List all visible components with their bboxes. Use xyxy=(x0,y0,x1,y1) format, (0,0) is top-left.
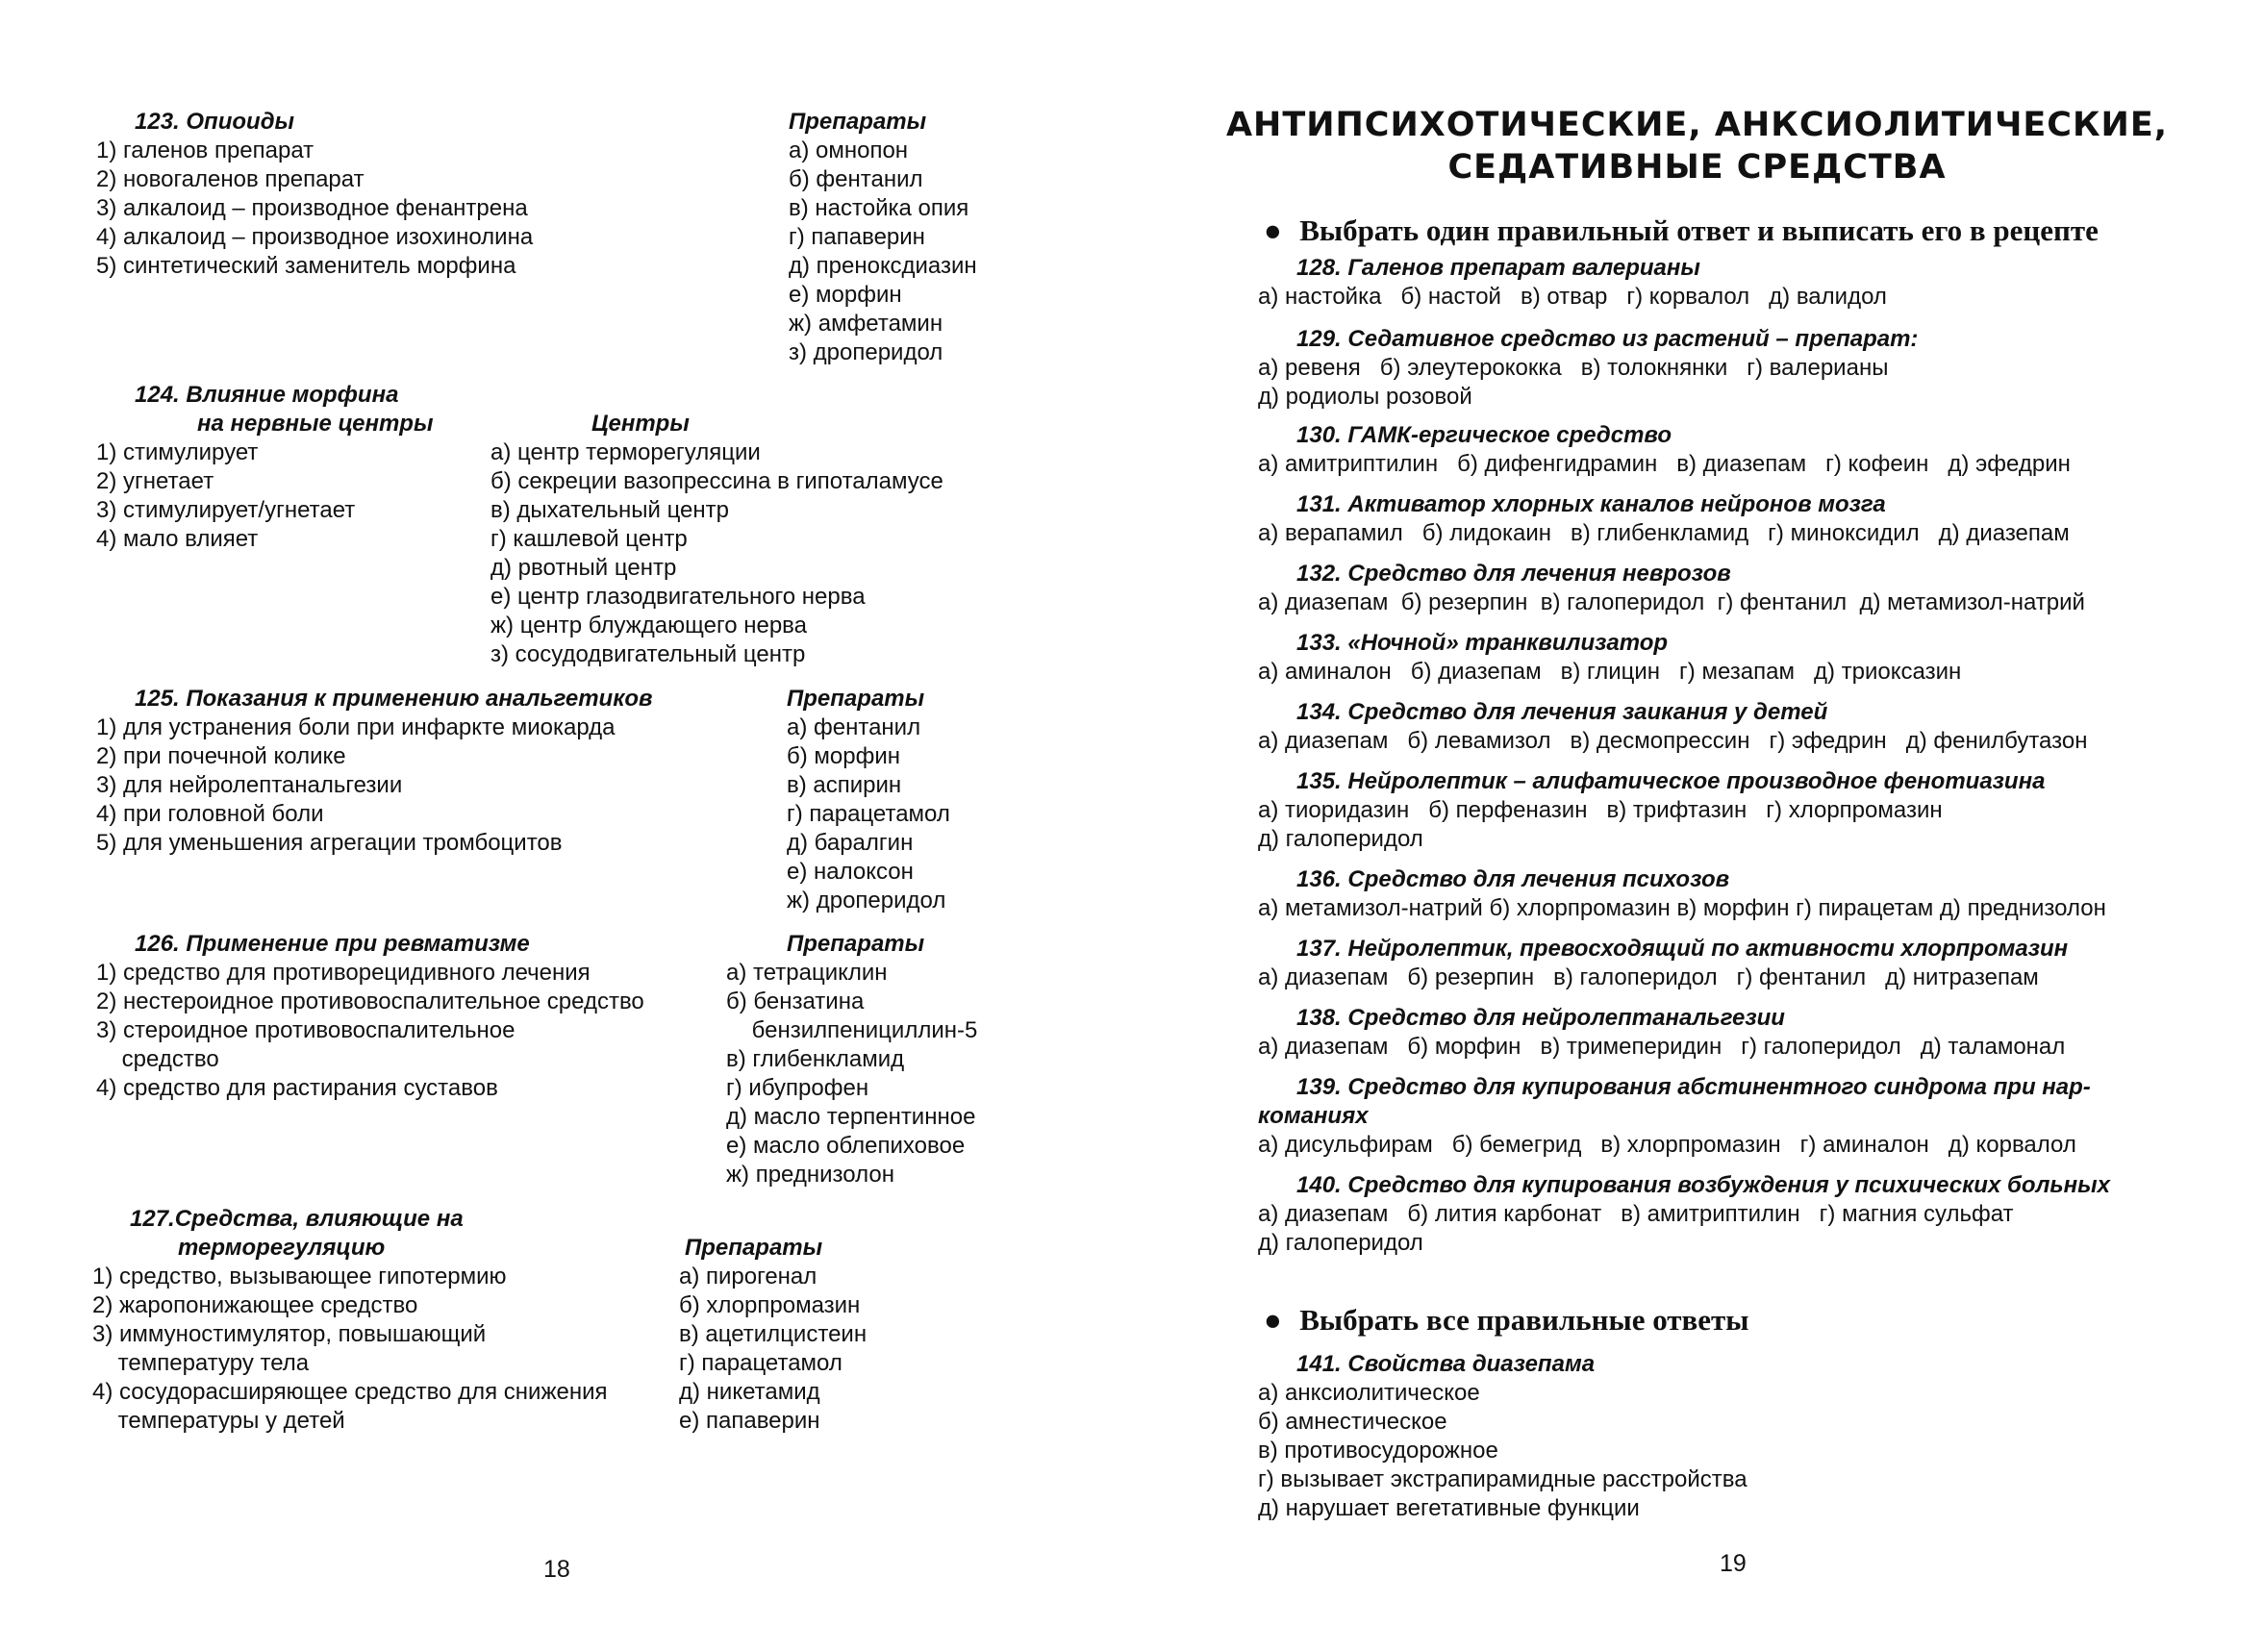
list-item: 2) новогаленов препарат xyxy=(96,166,365,192)
option-item: ж) дроперидол xyxy=(787,888,946,914)
bullet-icon: ● xyxy=(1264,1303,1282,1337)
q124-items xyxy=(96,438,355,554)
question-title: 138. Средство для нейролептанальгезии xyxy=(1296,1005,1785,1031)
option-item: д) масло терпентинное xyxy=(726,1104,976,1130)
q141-options xyxy=(1258,1379,1748,1523)
option-item: ж) преднизолон xyxy=(726,1162,894,1188)
list-item: 2) при почечной колике xyxy=(96,743,346,769)
section-1-heading: Выбрать один правильный ответ и выписать его в рецепте xyxy=(1299,213,2099,247)
list-item: 3) стероидное противовоспалительное xyxy=(96,1017,515,1043)
option-item: г) парацетамол xyxy=(679,1350,842,1376)
option-item: ж) центр блуждающего нерва xyxy=(490,613,807,638)
section-1 xyxy=(1264,213,2099,248)
option-item: б) хлорпромазин xyxy=(679,1292,861,1318)
list-item: температуру тела xyxy=(92,1350,310,1376)
question-title: 139. Средство для купирования абстинентного синдрома при нар- xyxy=(1296,1074,2091,1100)
option-item: е) морфин xyxy=(789,282,902,308)
option-item: а) анксиолитическое xyxy=(1258,1380,1480,1406)
option-item: д) нарушает вегетативные функции xyxy=(1258,1495,1640,1521)
list-item: 3) стимулирует/угнетает xyxy=(96,497,356,523)
option-item: в) настойка опия xyxy=(789,195,969,221)
question-options: а) диазепам б) резерпин в) галоперидол г) фентанил д) метамизол-натрий xyxy=(1258,589,2085,615)
q126-options xyxy=(726,959,977,1189)
q127-title-line2: терморегуляцию xyxy=(178,1235,386,1261)
page-title-line2: СЕДАТИВНЫЕ СРЕДСТВА xyxy=(1447,148,1947,187)
question-options: а) диазепам б) лития карбонат в) амитриптилин г) магния сульфат xyxy=(1258,1201,2014,1227)
q124-col2-title: Центры xyxy=(591,411,690,437)
question-title: 134. Средство для лечения заикания у детей xyxy=(1296,699,1828,725)
list-item: 1) галенов препарат xyxy=(96,138,314,163)
option-item: г) ибупрофен xyxy=(726,1075,869,1101)
q123-title: 123. Опиоиды xyxy=(135,109,295,135)
question-title: 129. Седативное средство из растений – препарат: xyxy=(1296,326,1919,352)
option-item: в) глибенкламид xyxy=(726,1046,905,1072)
question-options: а) диазепам б) левамизол в) десмопрессин г) эфедрин д) фенилбутазон xyxy=(1258,728,2088,754)
option-item: в) аспирин xyxy=(787,772,902,798)
option-item: б) фентанил xyxy=(789,166,923,192)
list-item: температуры у детей xyxy=(92,1408,345,1434)
q123-items xyxy=(96,137,533,281)
option-item: а) фентанил xyxy=(787,714,921,740)
section-2-heading: Выбрать все правильные ответы xyxy=(1299,1303,1749,1337)
question-options: а) диазепам б) морфин в) тримеперидин г) галоперидол д) таламонал xyxy=(1258,1034,2066,1060)
question-title: 140. Средство для купирования возбуждения у психических больных xyxy=(1296,1172,2111,1198)
q124-title-line1: 124. Влияние морфина xyxy=(135,382,399,408)
question-options: а) ревеня б) элеутерококка в) толокнянки г) валерианы xyxy=(1258,355,1889,381)
q125-items xyxy=(96,713,615,858)
option-item: в) противосудорожное xyxy=(1258,1438,1498,1464)
list-item: 4) средство для растирания суставов xyxy=(96,1075,498,1101)
option-item: в) ацетилцистеин xyxy=(679,1321,867,1347)
q127-options xyxy=(679,1263,867,1436)
option-item: е) центр глазодвигательного нерва xyxy=(490,584,866,610)
question-options: а) дисульфирам б) бемегрид в) хлорпромазин г) аминалон д) корвалол xyxy=(1258,1132,2076,1158)
option-item: б) бензатина xyxy=(726,989,865,1014)
question-options: д) родиолы розовой xyxy=(1258,384,1472,410)
left-page xyxy=(0,0,1131,1652)
list-item: средство xyxy=(96,1046,219,1072)
q125-col2-title: Препараты xyxy=(787,686,925,712)
questions-list xyxy=(1258,254,2110,1258)
list-item: 2) нестероидное противовоспалительное средство xyxy=(96,989,644,1014)
q125-options xyxy=(787,713,950,915)
list-item: 3) иммуностимулятор, повышающий xyxy=(92,1321,487,1347)
question-options: д) галоперидол xyxy=(1258,826,1423,852)
list-item: 5) для уменьшения агрегации тромбоцитов xyxy=(96,830,563,856)
question-options: д) галоперидол xyxy=(1258,1230,1423,1256)
question-title: 130. ГАМК-ергическое средство xyxy=(1296,422,1672,448)
option-item: з) сосудодвигательный центр xyxy=(490,641,806,667)
q124-options xyxy=(490,438,943,669)
bullet-icon: ● xyxy=(1264,213,1282,247)
q126-col2-title: Препараты xyxy=(787,931,925,957)
list-item: 5) синтетический заменитель морфина xyxy=(96,253,516,279)
q125-title: 125. Показания к применению анальгетиков xyxy=(135,686,653,712)
list-item: 1) стимулирует xyxy=(96,439,259,465)
list-item: 1) средство для противорецидивного лечения xyxy=(96,960,591,986)
list-item: 1) для устранения боли при инфаркте миокарда xyxy=(96,714,616,740)
question-options: а) тиоридазин б) перфеназин в) трифтазин г) хлорпромазин xyxy=(1258,797,1943,823)
question-options: а) верапамил б) лидокаин в) глибенкламид г) миноксидил д) диазепам xyxy=(1258,520,2070,546)
question-options: а) диазепам б) резерпин в) галоперидол г) фентанил д) нитразепам xyxy=(1258,964,2039,990)
list-item: 4) при головной боли xyxy=(96,801,324,827)
question-title: 131. Активатор хлорных каналов нейронов мозга xyxy=(1296,491,1886,517)
right-page xyxy=(1131,0,2263,1652)
list-item: 4) алкалоид – производное изохинолина xyxy=(96,224,534,250)
q124-title-line2: на нервные центры xyxy=(197,411,434,437)
q126-title: 126. Применение при ревматизме xyxy=(135,931,530,957)
option-item: а) центр терморегуляции xyxy=(490,439,761,465)
question-title: 136. Средство для лечения психозов xyxy=(1296,866,1730,892)
q126-items xyxy=(96,959,644,1103)
q127-items xyxy=(92,1263,608,1436)
question-title-cont: команиях xyxy=(1258,1103,1369,1129)
list-item: 2) угнетает xyxy=(96,468,214,494)
option-item: е) масло облепиховое xyxy=(726,1133,966,1159)
list-item: 4) мало влияет xyxy=(96,526,259,552)
option-item: г) папаверин xyxy=(789,224,925,250)
option-item: д) никетамид xyxy=(679,1379,820,1405)
question-title: 135. Нейролептик – алифатическое производное фенотиазина xyxy=(1296,768,2046,794)
question-options: а) настойка б) настой в) отвар г) корвалол д) валидол xyxy=(1258,284,1887,310)
question-title: 137. Нейролептик, превосходящий по активности хлорпромазин xyxy=(1296,936,2069,962)
list-item: 3) алкалоид – производное фенантрена xyxy=(96,195,528,221)
option-item: б) секреции вазопрессина в гипоталамусе xyxy=(490,468,943,494)
option-item: а) омнопон xyxy=(789,138,909,163)
page-title-line1: АНТИПСИХОТИЧЕСКИЕ, АНКСИОЛИТИЧЕСКИЕ, xyxy=(1225,106,2169,144)
option-item: г) кашлевой центр xyxy=(490,526,688,552)
q127-col2-title: Препараты xyxy=(685,1235,823,1261)
option-item: б) амнестическое xyxy=(1258,1409,1447,1435)
option-item: а) тетрациклин xyxy=(726,960,888,986)
question-title: 128. Галенов препарат валерианы xyxy=(1296,255,1700,281)
question-title: 133. «Ночной» транквилизатор xyxy=(1296,630,1669,656)
list-item: 2) жаропонижающее средство xyxy=(92,1292,418,1318)
q127-title-line1: 127.Средства, влияющие на xyxy=(130,1206,464,1232)
option-item: бензилпенициллин-5 xyxy=(726,1017,978,1043)
list-item: 3) для нейролептанальгезии xyxy=(96,772,403,798)
option-item: в) дыхательный центр xyxy=(490,497,729,523)
page-number-left: 18 xyxy=(543,1556,570,1583)
option-item: д) пренокcдиазин xyxy=(789,253,977,279)
option-item: д) баралгин xyxy=(787,830,914,856)
question-options: а) амитриптилин б) дифенгидрамин в) диазепам г) кофеин д) эфедрин xyxy=(1258,451,2071,477)
q123-col2-title: Препараты xyxy=(789,109,927,135)
option-item: ж) амфетамин xyxy=(789,311,943,337)
option-item: д) рвотный центр xyxy=(490,555,677,581)
option-item: б) морфин xyxy=(787,743,901,769)
section-2 xyxy=(1264,1303,1748,1338)
q141-title: 141. Свойства диазепама xyxy=(1296,1351,1596,1377)
option-item: е) папаверин xyxy=(679,1408,820,1434)
q123-options xyxy=(789,137,977,367)
question-title: 132. Средство для лечения неврозов xyxy=(1296,561,1731,587)
option-item: з) дроперидол xyxy=(789,339,943,365)
list-item: 1) средство, вызывающее гипотермию xyxy=(92,1264,507,1289)
list-item: 4) сосудорасширяющее средство для снижения xyxy=(92,1379,608,1405)
question-options: а) аминалон б) диазепам в) глицин г) мезапам д) триоксазин xyxy=(1258,659,1962,685)
page-number-right: 19 xyxy=(1720,1550,1747,1577)
option-item: е) налоксон xyxy=(787,859,914,885)
option-item: г) вызывает экстрапирамидные расстройства xyxy=(1258,1466,1748,1492)
option-item: а) пирогенал xyxy=(679,1264,817,1289)
question-options: а) метамизол-натрий б) хлорпромазин в) морфин г) пирацетам д) преднизолон xyxy=(1258,895,2106,921)
option-item: г) парацетамол xyxy=(787,801,950,827)
